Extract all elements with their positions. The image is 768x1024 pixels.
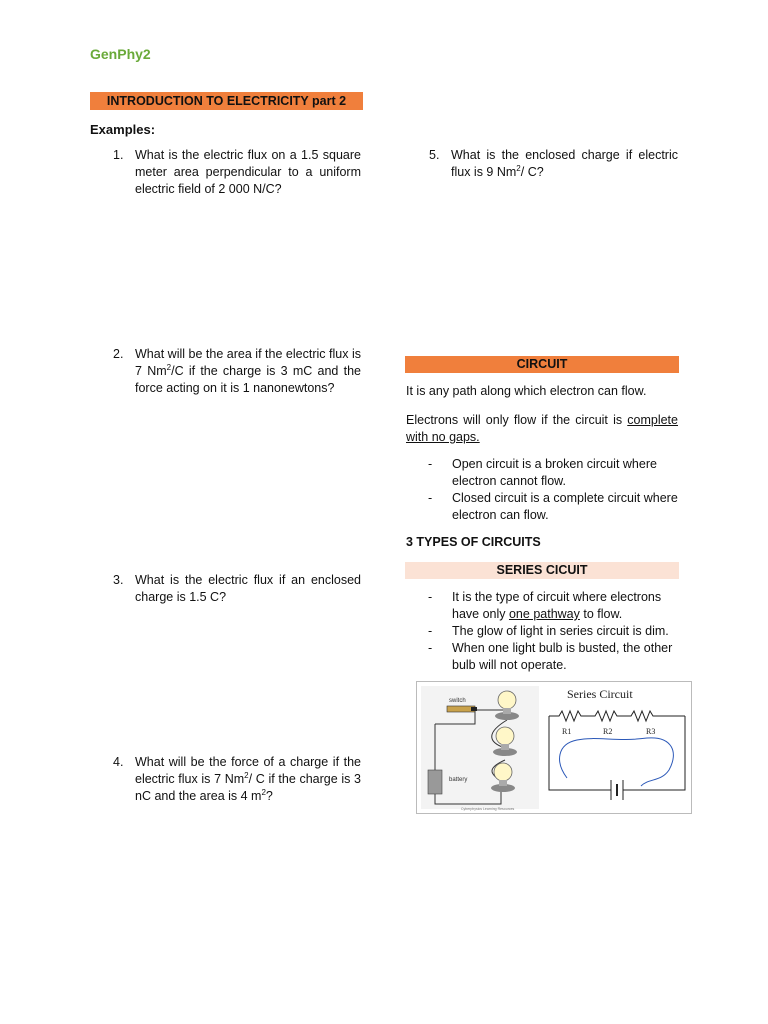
bullet-dash: - — [428, 491, 433, 505]
bullet-text: The glow of light in series circuit is dim. — [452, 624, 669, 638]
question-number: 1. — [113, 148, 124, 162]
bullet-underlined: one pathway — [508, 607, 580, 621]
bullet-dash: - — [428, 457, 433, 471]
question-text-cont: /C if the charge is 3 mC and the force acting on it is 1 nanonewtons? — [135, 364, 361, 395]
types-heading: 3 TYPES OF CIRCUITS — [406, 535, 541, 549]
series-circuit-figure — [416, 681, 692, 814]
question-5 — [429, 147, 678, 181]
switch-label: switch — [449, 698, 466, 704]
question-text-cont: / C if the charge is 3 nC and the area is 4 m — [135, 772, 361, 803]
question-number: 5. — [429, 148, 440, 162]
complete-text-underlined: complete with no gaps. — [406, 413, 678, 444]
resistors-wire — [549, 711, 685, 721]
question-number: 3. — [113, 573, 124, 587]
question-text: What is the enclosed charge if electric flux is 9 Nm — [451, 148, 678, 179]
examples-heading: Examples: — [90, 122, 156, 137]
resistor-label: R1 — [562, 727, 572, 736]
resistor-label: R3 — [646, 727, 656, 736]
superscript: 2 — [244, 770, 249, 780]
bullet-dash: - — [428, 641, 433, 655]
superscript: 2 — [166, 362, 172, 372]
circuit-definition: It is any path along which electron can flow. — [406, 384, 647, 398]
question-text-cont: / C? — [520, 165, 544, 179]
figure-title: Series Circuit — [567, 687, 633, 701]
bullet-dash: - — [428, 590, 433, 604]
question-text: What is the electric flux if an enclosed charge is 1.5 C? — [135, 573, 361, 604]
question-text: What will be the area if the electric flux is 7 Nm — [135, 347, 361, 378]
switch-icon — [447, 706, 475, 712]
question-4 — [113, 754, 361, 805]
complete-text-pre: Electrons will only flow if the circuit is — [406, 413, 628, 427]
bullet-dash: - — [428, 624, 433, 638]
bullet-text: Open circuit is a broken circuit where electron cannot flow. — [452, 457, 657, 488]
series-bullets — [428, 589, 678, 674]
list-item — [428, 589, 678, 623]
question-1 — [113, 147, 361, 198]
list-item — [428, 456, 678, 490]
resistor-label: R2 — [603, 727, 613, 736]
figure-credit: Cyberphysics Learning Resources — [461, 807, 515, 811]
question-number: 4. — [113, 755, 124, 769]
superscript: 2 — [516, 163, 521, 173]
bullet-text: Closed circuit is a complete circuit where electron can flow. — [452, 491, 678, 522]
question-text: What will be the force of a charge if the electric flux is 7 Nm — [135, 755, 361, 786]
electron-flow-path — [560, 738, 674, 786]
bullet-text: When one light bulb is busted, the other bulb will not operate. — [452, 641, 673, 672]
list-item — [428, 640, 678, 674]
battery-icon — [428, 770, 442, 794]
brand-header: GenPhy2 — [90, 46, 151, 62]
question-text: What is the electric flux on a 1.5 square meter area perpendicular to a uniform electric field of 2 000 N/C? — [135, 148, 361, 196]
switch-knob — [471, 707, 477, 711]
document-title: INTRODUCTION TO ELECTRICITY part 2 — [90, 92, 363, 110]
circuit-complete-text — [406, 412, 678, 446]
bullet-text-cont: to flow. — [579, 607, 623, 621]
list-item — [428, 490, 678, 524]
question-text-end: ? — [265, 789, 273, 803]
superscript: 2 — [261, 787, 266, 797]
question-3 — [113, 572, 361, 606]
series-circuit-illustration — [417, 682, 691, 813]
wire — [549, 716, 611, 790]
bullet-text: It is the type of circuit where electrons have only — [452, 590, 662, 621]
list-item — [428, 623, 678, 640]
battery-label: battery — [449, 777, 468, 783]
series-heading: SERIES CICUIT — [405, 562, 679, 579]
circuit-heading: CIRCUIT — [405, 356, 679, 373]
circuit-bullets — [428, 456, 678, 524]
question-2 — [113, 346, 361, 397]
question-number: 2. — [113, 347, 124, 361]
